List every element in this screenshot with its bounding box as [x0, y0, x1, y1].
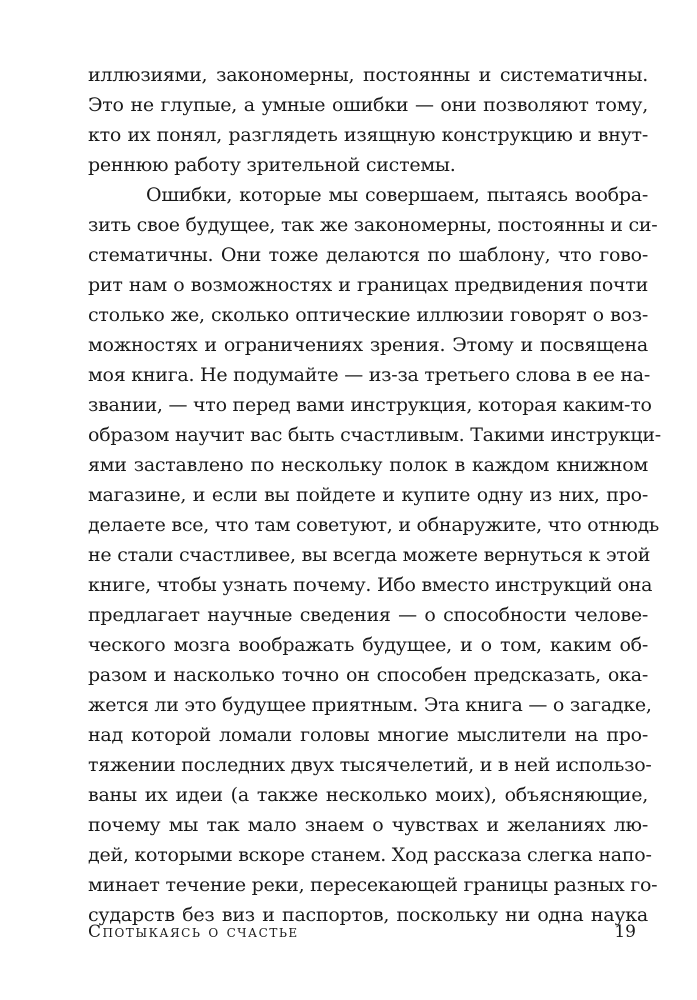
text-line: делаете все, что там советуют, и обнаружите, что отнюдь: [88, 514, 659, 536]
text-line: разом и насколько точно он способен предсказать, ока-: [88, 664, 648, 686]
text-line: иллюзиями, закономерны, постоянны и систематичны.: [88, 64, 648, 86]
text-line: реннюю работу зрительной системы.: [88, 154, 456, 176]
text-line: предлагает научные сведения — о способности челове-: [88, 604, 648, 626]
text-line: рит нам о возможностях и границах предвидения почти: [88, 274, 648, 296]
page-number: 19: [614, 922, 636, 942]
text-line: образом научит вас быть счастливым. Такими инструкци-: [88, 424, 661, 446]
text-line: ваны их идеи (а также несколько моих), объясняющие,: [88, 784, 648, 806]
running-title: Спотыкаясь о счастье: [88, 922, 299, 942]
text-line: дей, которыми вскоре станем. Ход рассказа слегка напо-: [88, 844, 652, 866]
text-line: можностях и ограничениях зрения. Этому и посвящена: [88, 334, 648, 356]
text-line: сударств без виз и паспортов, поскольку ни одна наука: [88, 904, 648, 926]
text-line: жется ли это будущее приятным. Эта книга — о загадке,: [88, 694, 652, 716]
text-line: столько же, сколько оптические иллюзии говорят о воз-: [88, 304, 648, 326]
text-line: ческого мозга воображать будущее, и о том, каким об-: [88, 634, 648, 656]
text-line: минает течение реки, пересекающей границы разных го-: [88, 874, 658, 896]
paragraph-first-line: Ошибки, которые мы совершаем, пытаясь вообра-: [146, 184, 648, 206]
text-line: зить свое будущее, так же закономерны, постоянны и си-: [88, 214, 658, 236]
text-line: кто их понял, разглядеть изящную конструкцию и внут-: [88, 124, 648, 146]
text-line: Это не глупые, а умные ошибки — они позволяют тому,: [88, 94, 648, 116]
text-line: над которой ломали головы многие мыслители на про-: [88, 724, 648, 746]
text-line: почему мы так мало знаем о чувствах и желаниях лю-: [88, 814, 648, 836]
text-line: книге, чтобы узнать почему. Ибо вместо инструкций она: [88, 574, 653, 596]
text-line: тяжении последних двух тысячелетий, и в ней использо-: [88, 754, 652, 776]
text-line: звании, — что перед вами инструкция, которая каким-то: [88, 394, 652, 416]
text-line: ями заставлено по нескольку полок в каждом книжном: [88, 454, 648, 476]
page-footer: [88, 920, 636, 944]
text-line: моя книга. Не подумайте — из-за третьего слова в ее на-: [88, 364, 651, 386]
page-body: [88, 60, 661, 930]
text-line: стематичны. Они тоже делаются по шаблону, что гово-: [88, 244, 648, 266]
text-line: не стали счастливее, вы всегда можете вернуться к этой: [88, 544, 651, 566]
text-line: магазине, и если вы пойдете и купите одну из них, про-: [88, 484, 648, 506]
